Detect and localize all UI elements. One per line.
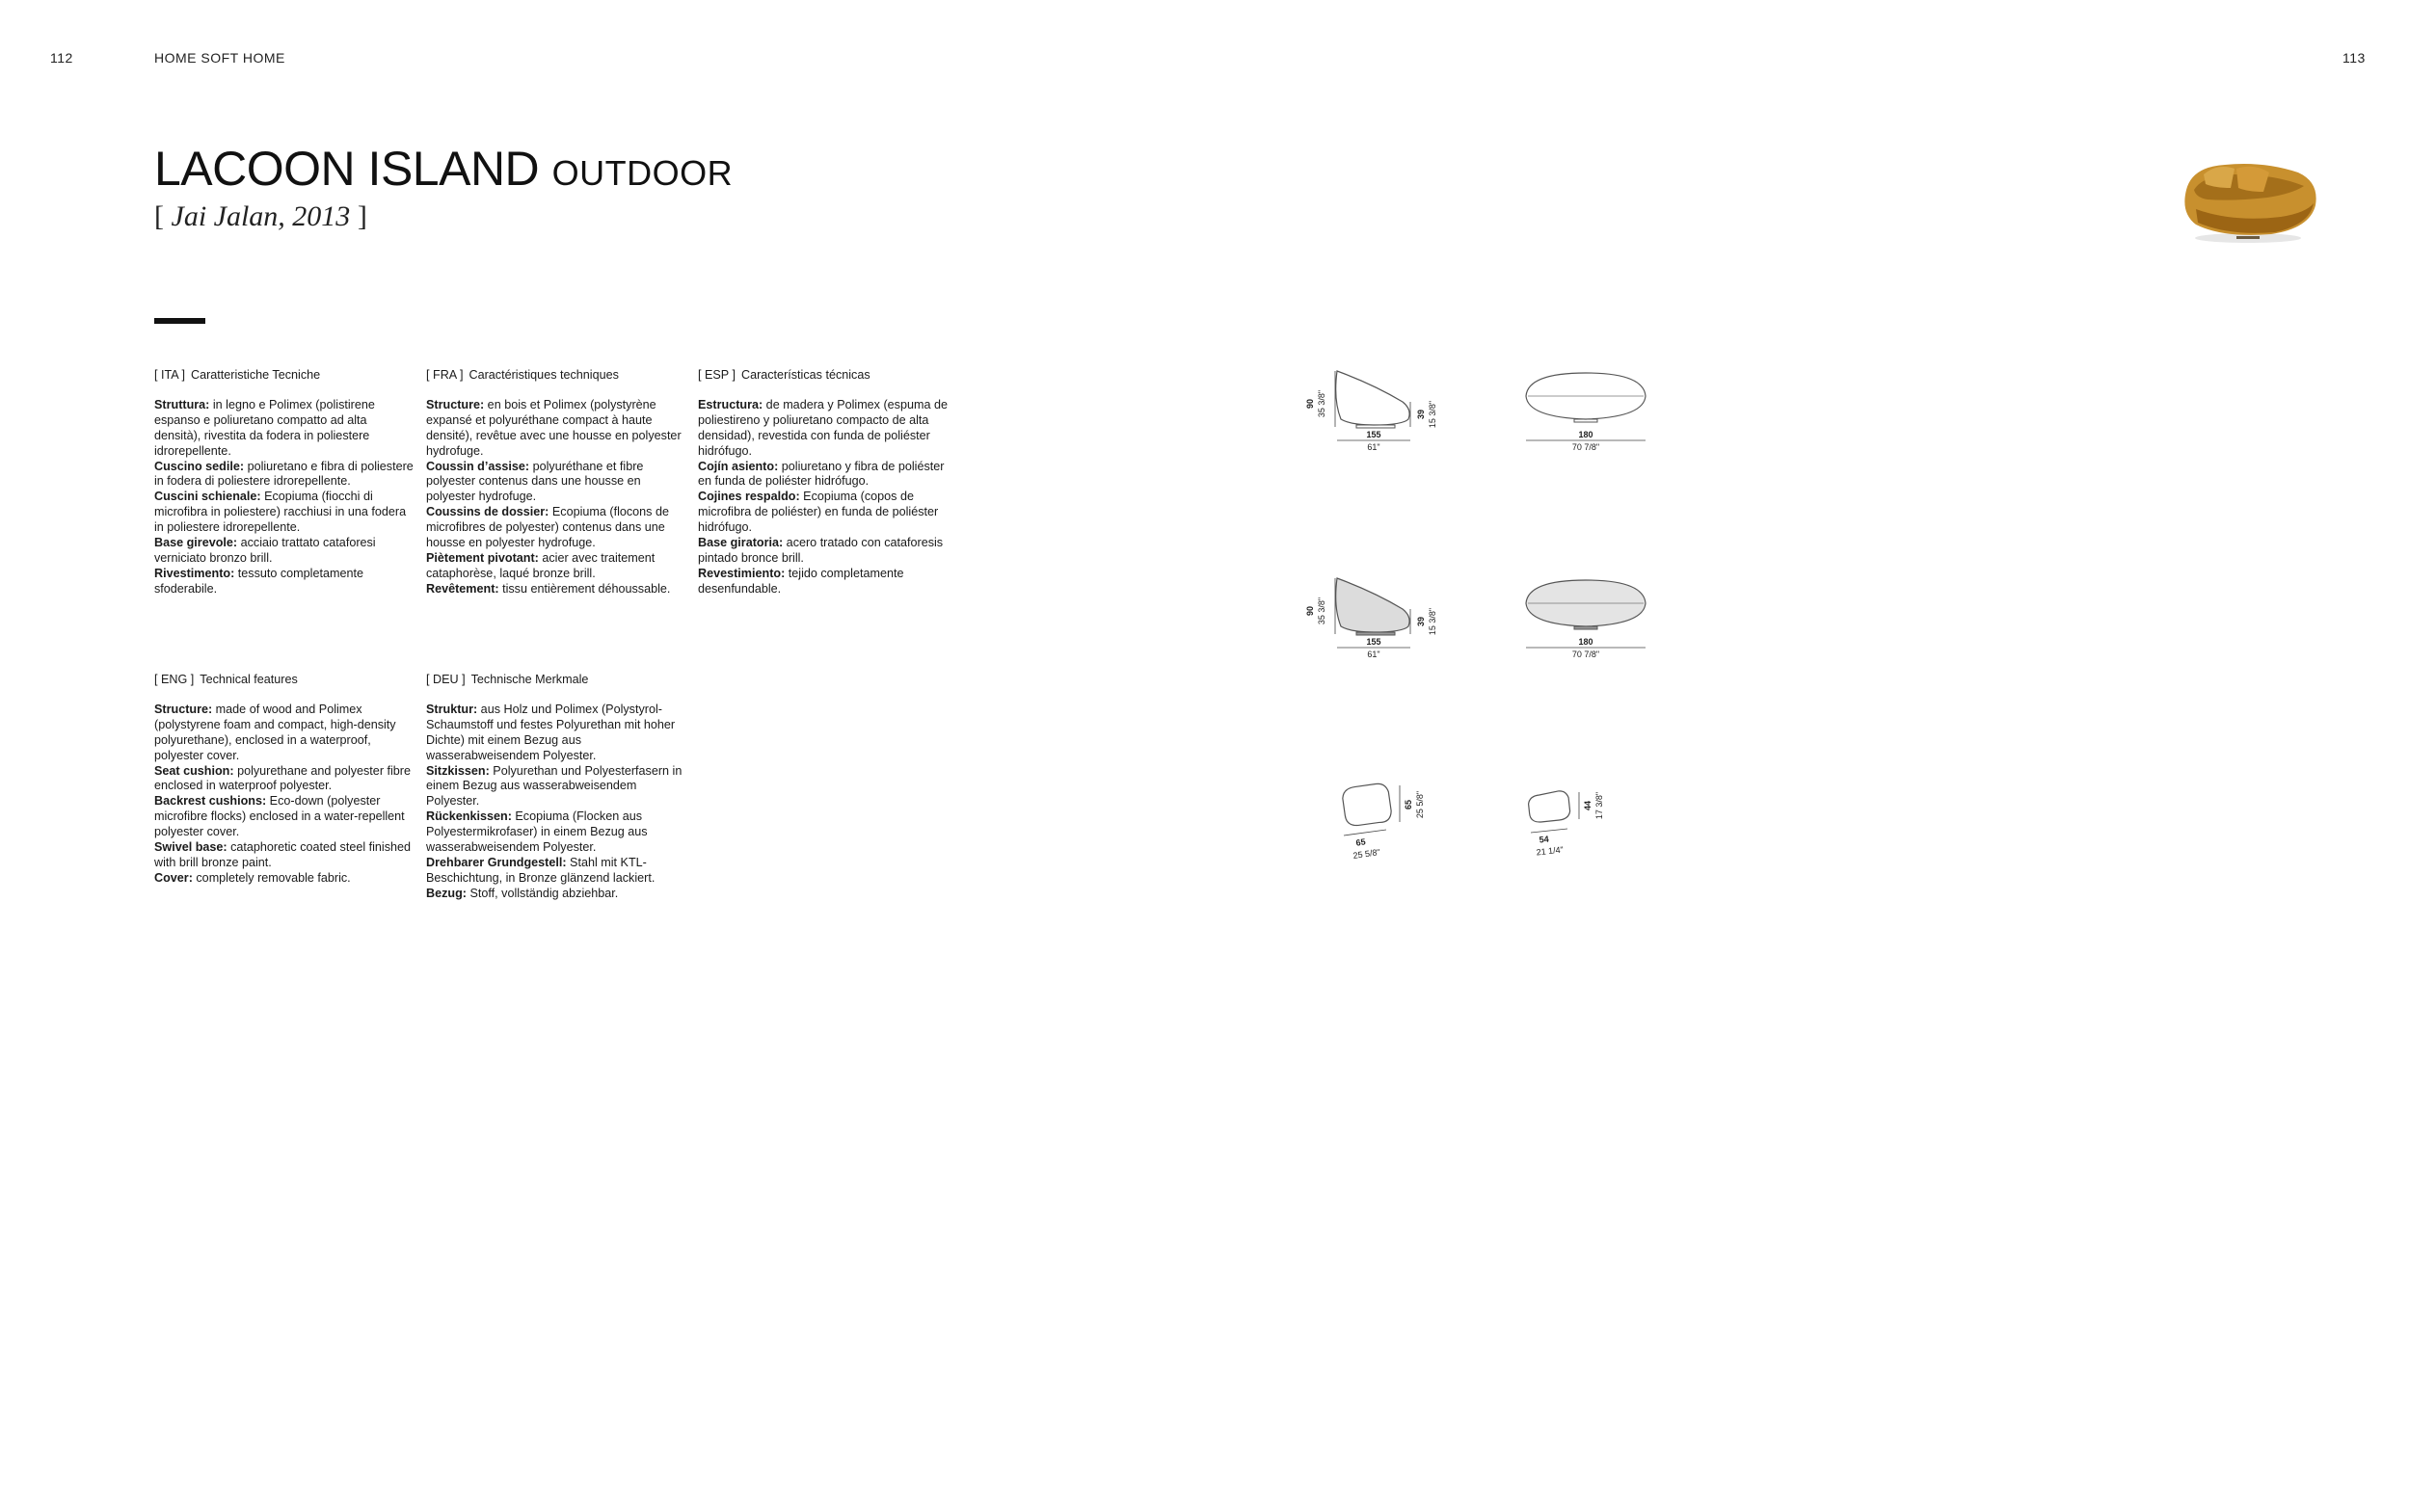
spec-label: Base girevole: (154, 536, 238, 550)
spec-text (698, 398, 958, 597)
spec-value: acero tratado con cataforesis pintado bronce brill. (698, 536, 944, 565)
spec-text (154, 398, 415, 597)
specs-ita (154, 368, 415, 597)
dim-seat-cm: 39 (1416, 616, 1426, 627)
spec-value: aus Holz und Polimex (Polystyrol-Schaumstoff und festes Polyurethan mit hoher Dichte) mit einem Bezug aus wasserabweisendem Polyester. (426, 702, 676, 762)
spec-label: Structure: (426, 397, 485, 411)
product-variant: OUTDOOR (551, 153, 734, 193)
side-view-drawing (1297, 361, 1470, 458)
dim-depth-cm: 155 (1366, 637, 1381, 647)
product-name: LACOON ISLAND (154, 142, 540, 196)
spec-label: Bezug: (426, 886, 467, 900)
page-number-left: 112 (50, 50, 73, 66)
dim-cushion-w-in: 21 1/4" (1536, 844, 1565, 858)
spec-label: Coussins de dossier: (426, 505, 549, 519)
page-number-right: 113 (2342, 50, 2366, 66)
dim-cushion-w-in: 25 5/8" (1352, 847, 1381, 861)
spec-label: Estructura: (698, 397, 763, 411)
spec-value: Ecopiuma (fiocchi di microfibra in poliestere) racchiusi in una fodera in poliestere idrorepellente. (154, 490, 407, 535)
specs-deu (426, 673, 686, 902)
dim-depth-cm: 155 (1366, 430, 1381, 439)
spec-label: Rückenkissen: (426, 809, 512, 824)
lang-heading (154, 673, 415, 688)
spec-value: polyuréthane et fibre polyester contenus dans une housse en polyester hydrofuge. (426, 459, 644, 504)
spec-label: Cover: (154, 870, 193, 885)
spec-value: tissu entièrement déhoussable. (498, 581, 671, 596)
spec-label: Struttura: (154, 397, 210, 411)
dim-cushion-h-in: 17 3/8" (1594, 791, 1604, 820)
spec-label: Sitzkissen: (426, 763, 490, 778)
front-view-drawing (1518, 361, 1663, 458)
spec-text (426, 398, 686, 597)
spec-label: Rivestimento: (154, 566, 235, 580)
spec-value: Stoff, vollständig abziehbar. (466, 886, 619, 900)
spec-label: Cuscino sedile: (154, 459, 245, 473)
bracket-close: ] (350, 200, 367, 232)
spec-value: tessuto completamente sfoderabile. (154, 566, 363, 596)
dim-cushion-w-cm: 65 (1354, 836, 1367, 848)
spec-value: polyurethane and polyester fibre enclosed in waterproof polyester. (154, 763, 412, 793)
product-photo (2175, 149, 2323, 246)
spec-value: de madera y Polimex (espuma de poliestireno y poliuretano compacto de alta densidad), revestida con funda de poliéster hidrófugo. (698, 397, 948, 458)
spec-value: completely removable fabric. (192, 870, 351, 885)
spec-value: Ecopiuma (Flocken aus Polyestermikrofaser) in einem Bezug aus wasserabweisendem Polyester. (426, 809, 648, 855)
lang-heading (698, 368, 958, 384)
dim-cushion-w-cm: 54 (1539, 834, 1550, 845)
dim-width-cm: 180 (1578, 637, 1593, 647)
small-cushion-drawing (1523, 781, 1629, 872)
lang-code: [ ENG ] (154, 673, 195, 686)
spec-text (154, 703, 415, 887)
dim-width-in: 70 7/8" (1571, 650, 1600, 659)
specs-fra (426, 368, 686, 597)
spec-value: Polyurethan und Polyesterfasern in einem Bezug aus wasserabweisendem Polyester. (426, 763, 683, 809)
lang-heading (154, 368, 415, 384)
title-divider (154, 318, 205, 324)
spec-label: Coussin d’assise: (426, 459, 530, 473)
lang-title: Caratteristiche Tecniche (190, 368, 321, 382)
dim-height-in: 35 3/8" (1317, 389, 1326, 418)
spec-value: in legno e Polimex (polistirene espanso e poliuretano compatto ad alta densità), rivestita da fodera in poliestere idrorepellente. (154, 397, 375, 458)
dim-seat-cm: 39 (1416, 409, 1426, 420)
spec-value: Ecopiuma (flocons de microfibres de polyester) contenus dans une housse en polyester hydrofuge. (426, 505, 669, 550)
dim-height-cm: 90 (1305, 398, 1315, 410)
lang-code: [ ITA ] (154, 368, 185, 382)
specs-eng (154, 673, 415, 887)
designer-credit (154, 200, 367, 233)
designer-name: Jai Jalan, 2013 (171, 200, 351, 232)
spec-value: en bois et Polimex (polystyrène expansé et polyuréthane compact à haute densité), revêtue avec une housse en polyester hydrofuge. (426, 397, 682, 458)
spec-value: Eco-down (polyester microfibre flocks) enclosed in a water-repellent polyester cover. (154, 794, 405, 839)
spec-label: Revêtement: (426, 581, 499, 596)
large-cushion-drawing (1330, 776, 1436, 872)
dim-cushion-h-cm: 65 (1404, 799, 1413, 810)
lang-code: [ ESP ] (698, 368, 736, 382)
spec-label: Struktur: (426, 702, 478, 716)
spec-value: made of wood and Polimex (polystyrene foam and compact, high-density polyurethane), enclosed in a waterproof, polyester cover. (154, 702, 396, 762)
lang-title: Technische Merkmale (470, 673, 589, 686)
spec-value: Ecopiuma (copos de microfibra de poliéster) en funda de poliéster hidrófugo. (698, 490, 939, 535)
spec-value: tejido completamente desenfundable. (698, 566, 904, 596)
dim-width-cm: 180 (1578, 430, 1593, 439)
spec-text (426, 703, 686, 902)
spec-label: Cojines respaldo: (698, 490, 800, 504)
spec-value: poliuretano y fibra de poliéster en funda de poliéster hidrófugo. (698, 459, 945, 489)
dim-cushion-h-cm: 44 (1583, 800, 1593, 811)
dim-depth-in: 61" (1367, 442, 1380, 452)
dim-seat-in: 15 3/8" (1428, 400, 1437, 429)
dim-seat-in: 15 3/8" (1428, 607, 1437, 636)
spec-label: Piètement pivotant: (426, 550, 539, 565)
spec-label: Backrest cushions: (154, 794, 267, 809)
spec-label: Base giratoria: (698, 536, 784, 550)
spec-label: Swivel base: (154, 840, 228, 855)
lang-heading (426, 673, 686, 688)
dim-height-in: 35 3/8" (1317, 597, 1326, 625)
dim-depth-in: 61" (1367, 650, 1380, 659)
lang-title: Caractéristiques techniques (468, 368, 619, 382)
specs-esp (698, 368, 958, 597)
spec-label: Cuscini schienale: (154, 490, 261, 504)
bracket-open: [ (154, 200, 172, 232)
lang-code: [ DEU ] (426, 673, 466, 686)
lang-heading (426, 368, 686, 384)
product-title (154, 142, 734, 196)
lang-title: Características técnicas (740, 368, 870, 382)
front-view-outdoor-drawing (1518, 569, 1663, 665)
lang-title: Technical features (200, 673, 298, 686)
spec-value: poliuretano e fibra di poliestere in fodera di poliestere idrorepellente. (154, 459, 414, 489)
side-view-outdoor-drawing (1297, 569, 1470, 665)
spec-label: Structure: (154, 702, 213, 716)
spec-label: Seat cushion: (154, 763, 234, 778)
dim-cushion-h-in: 25 5/8" (1415, 790, 1425, 819)
lang-code: [ FRA ] (426, 368, 464, 382)
spec-value: acier avec traitement cataphorèse, laqué bronze brill. (426, 550, 656, 580)
spec-value: Stahl mit KTL-Beschichtung, in Bronze glänzend lackiert. (426, 855, 656, 885)
spec-label: Drehbarer Grundgestell: (426, 855, 567, 869)
spec-value: cataphoretic coated steel finished with brill bronze paint. (154, 840, 412, 869)
spec-value: acciaio trattato cataforesi verniciato bronzo brill. (154, 536, 376, 565)
spec-label: Revestimiento: (698, 566, 786, 580)
dim-width-in: 70 7/8" (1571, 442, 1600, 452)
dim-height-cm: 90 (1305, 605, 1315, 617)
spec-label: Cojín asiento: (698, 459, 779, 473)
section-title: HOME SOFT HOME (154, 50, 285, 66)
